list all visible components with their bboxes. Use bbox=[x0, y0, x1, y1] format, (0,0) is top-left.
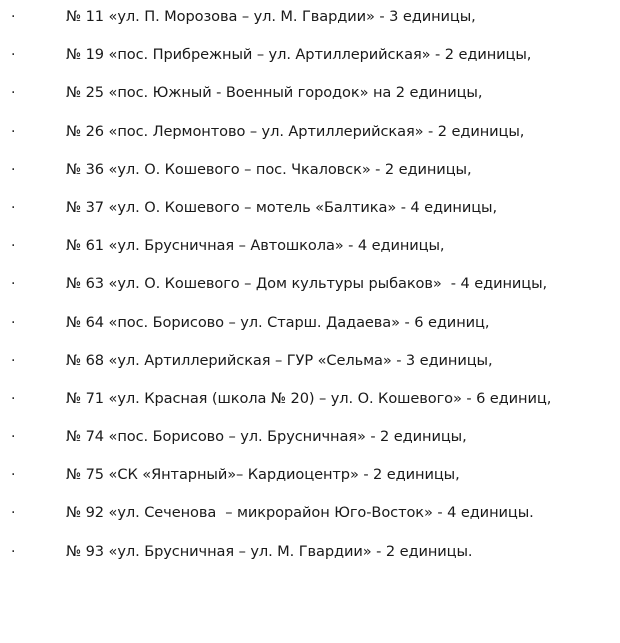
route-text: № 63 «ул. О. Кошевого – Дом культуры рыбаков» - 4 единицы, bbox=[66, 275, 548, 293]
bus-route-list bbox=[0, 4, 620, 577]
bullet-icon: · bbox=[11, 429, 16, 446]
bullet-icon: · bbox=[11, 543, 16, 560]
route-text: № 37 «ул. О. Кошевого – мотель «Балтика» - 4 единицы, bbox=[66, 198, 497, 216]
route-text: № 61 «ул. Брусничная – Автошкола» - 4 единицы, bbox=[66, 237, 445, 255]
route-item bbox=[0, 539, 620, 577]
bullet-icon: · bbox=[11, 390, 16, 407]
route-text: № 93 «ул. Брусничная – ул. М. Гвардии» - 2 единицы. bbox=[66, 542, 473, 560]
bullet-icon: · bbox=[11, 161, 16, 178]
bullet-icon: · bbox=[11, 467, 16, 484]
route-text: № 92 «ул. Сеченова – микрорайон Юго-Восток» - 4 единицы. bbox=[66, 504, 534, 522]
route-item bbox=[0, 310, 620, 348]
route-item bbox=[0, 233, 620, 271]
route-item bbox=[0, 348, 620, 386]
bullet-icon: · bbox=[11, 9, 16, 25]
route-text: № 19 «пос. Прибрежный – ул. Артиллерийская» - 2 единицы, bbox=[66, 46, 532, 64]
route-item bbox=[0, 386, 620, 424]
bullet-icon: · bbox=[11, 314, 16, 331]
bullet-icon: · bbox=[11, 47, 16, 64]
route-text: № 74 «пос. Борисово – ул. Брусничная» - 2 единицы, bbox=[66, 428, 467, 446]
route-item bbox=[0, 462, 620, 500]
route-text: № 11 «ул. П. Морозова – ул. М. Гвардии» - 3 единицы, bbox=[66, 8, 476, 25]
route-item bbox=[0, 80, 620, 118]
bullet-icon: · bbox=[11, 505, 16, 522]
route-item bbox=[0, 195, 620, 233]
route-item bbox=[0, 157, 620, 195]
bullet-icon: · bbox=[11, 276, 16, 293]
bullet-icon: · bbox=[11, 85, 16, 102]
route-item bbox=[0, 4, 620, 42]
route-item bbox=[0, 500, 620, 538]
route-text: № 68 «ул. Артиллерийская – ГУР «Сельма» - 3 единицы, bbox=[66, 351, 493, 369]
route-text: № 26 «пос. Лермонтово – ул. Артиллерийская» - 2 единицы, bbox=[66, 122, 525, 140]
route-text: № 71 «ул. Красная (школа № 20) – ул. О. Кошевого» - 6 единиц, bbox=[66, 389, 552, 407]
route-text: № 25 «пос. Южный - Военный городок» на 2 единицы, bbox=[66, 84, 483, 102]
bullet-icon: · bbox=[11, 199, 16, 216]
route-item bbox=[0, 271, 620, 309]
route-item bbox=[0, 424, 620, 462]
bullet-icon: · bbox=[11, 352, 16, 369]
bullet-icon: · bbox=[11, 123, 16, 140]
route-item bbox=[0, 119, 620, 157]
route-item bbox=[0, 42, 620, 80]
route-text: № 36 «ул. О. Кошевого – пос. Чкаловск» - 2 единицы, bbox=[66, 160, 472, 178]
route-text: № 64 «пос. Борисово – ул. Старш. Дадаева» - 6 единиц, bbox=[66, 313, 490, 331]
route-text: № 75 «СК «Янтарный»– Кардиоцентр» - 2 единицы, bbox=[66, 466, 460, 484]
bullet-icon: · bbox=[11, 238, 16, 255]
